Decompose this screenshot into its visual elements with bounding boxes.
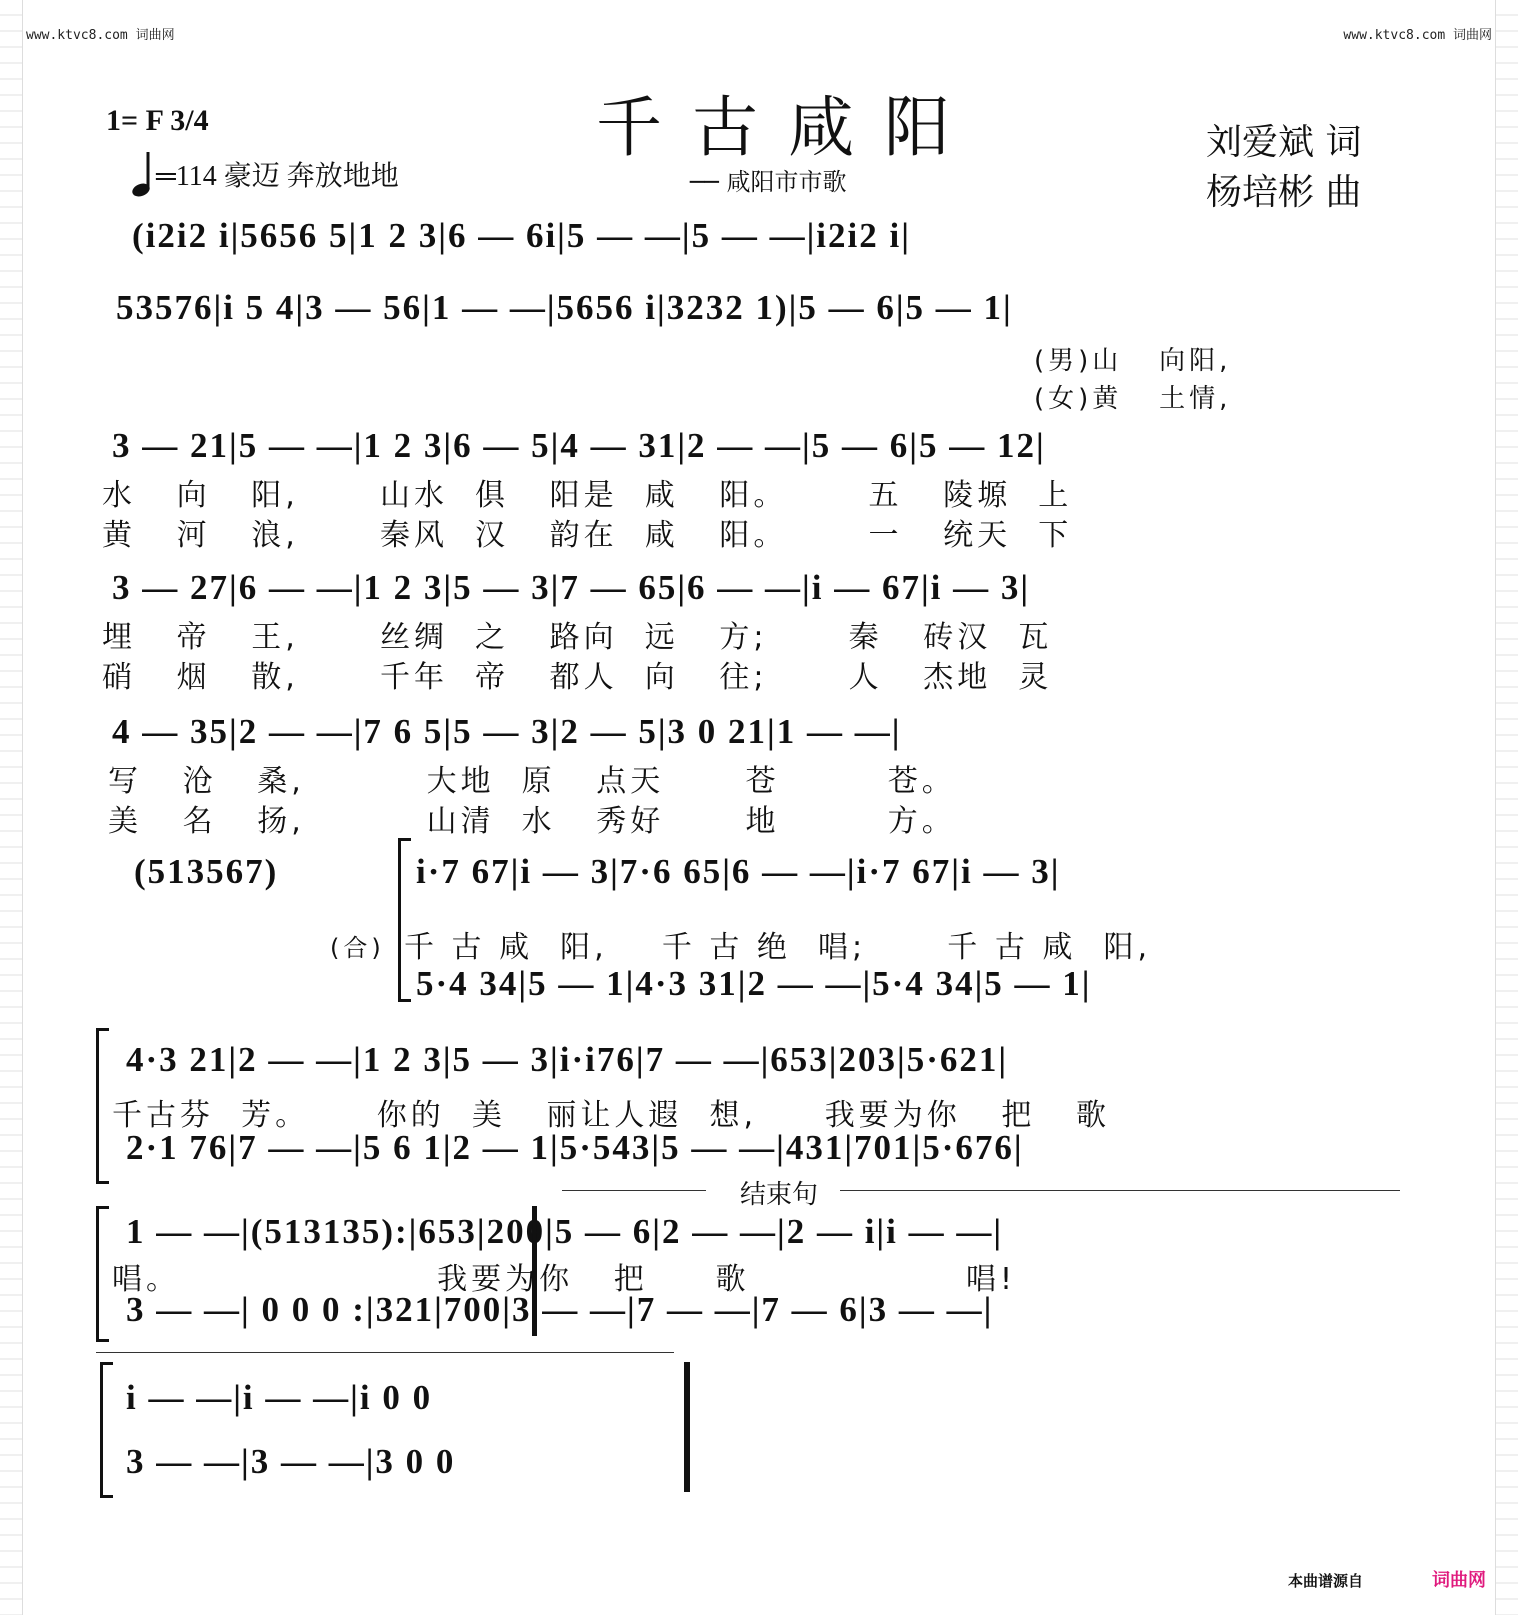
key-signature: 1= F 3/4 [106, 104, 209, 137]
part-label-chorus: (合) [330, 934, 385, 962]
lyric-line-8: 唱。 我要为你 把 歌 唱! [112, 1262, 1017, 1297]
final-barline [684, 1362, 690, 1492]
site-url-left: www.ktvc8.com 词曲网 [26, 28, 175, 43]
tempo-text: ═114 豪迈 奔放地地 [156, 161, 399, 192]
lyric-line-3a: 水 向 阳, 山水 俱 阳是 咸 阳。 五 陵塬 上 [102, 478, 1073, 513]
footer-source-text: 本曲谱源自 [1288, 1572, 1364, 1590]
score-line-6-lower: 5·4 34|5 — 1|4·3 31|2 — —|5·4 34|5 — 1| [416, 964, 1092, 1003]
tempo-marking [130, 150, 399, 198]
score-line-2: 53576|i 5 4|3 — 56|1 — —|5656 i|3232 1)|5 — 6|5 — 1| [116, 288, 1013, 327]
lyric-line-6: 千 古 咸 阳, 千 古 绝 唱; 千 古 咸 阳, [404, 930, 1151, 965]
score-line-6-intro: (513567) [134, 852, 279, 891]
quarter-note-icon [130, 150, 152, 198]
score-line-3: 3 — 21|5 — —|1 2 3|6 — 5|4 — 31|2 — —|5 — 6|5 — 12| [112, 426, 1046, 465]
composer-credit: 杨培彬 曲 [1206, 172, 1362, 213]
lyric-line-2a: (男)山 向阳, [1034, 346, 1232, 376]
lyric-line-3b: 黄 河 浪, 秦风 汉 韵在 咸 阳。 一 统天 下 [102, 518, 1073, 553]
score-line-9-upper: i — —|i — —|i 0 0 [126, 1378, 433, 1417]
lyric-line-5a: 写 沧 桑, 大地 原 点天 苍 苍。 [108, 764, 956, 799]
score-line-4: 3 — 27|6 — —|1 2 3|5 — 3|7 — 65|6 — —|i — 67|i — 3| [112, 568, 1031, 607]
lyric-line-7: 千古芬 芳。 你的 美 丽让人遐 想, 我要为你 把 歌 [112, 1098, 1110, 1133]
score-line-8-lower: 3 — —| 0 0 0 :|321|700|3 — —|7 — —|7 — 6|3 — —| [126, 1290, 994, 1329]
lyricist-credit: 刘爱斌 词 [1206, 122, 1362, 163]
ending-rule-left [562, 1190, 706, 1191]
score-line-6-upper: i·7 67|i — 3|7·6 65|6 — —|i·7 67|i — 3| [416, 852, 1061, 891]
lyric-line-5b: 美 名 扬, 山清 水 秀好 地 方。 [108, 804, 956, 839]
lyric-line-4a: 埋 帝 王, 丝绸 之 路向 远 方; 秦 砖汉 瓦 [102, 620, 1053, 655]
score-line-7-upper: 4·3 21|2 — —|1 2 3|5 — 3|i·i76|7 — —|653|203|5·621| [126, 1040, 1009, 1079]
lyric-line-2b: (女)黄 土情, [1034, 384, 1232, 414]
song-subtitle: ── 咸阳市市歌 [690, 168, 847, 196]
coda-rule [96, 1352, 674, 1353]
score-line-8-upper: 1 — —|(513135):|653|200|5 — 6|2 — —|2 — i|i — —| [126, 1212, 1004, 1251]
site-url-right: www.ktvc8.com 词曲网 [1343, 28, 1492, 43]
song-title: 千古咸阳 [596, 89, 980, 166]
score-line-7-lower: 2·1 76|7 — —|5 6 1|2 — 1|5·543|5 — —|431|701|5·676| [126, 1128, 1024, 1167]
footer-brand-logo[interactable]: 词曲网 [1432, 1570, 1486, 1591]
lyric-line-4b: 硝 烟 散, 千年 帝 都人 向 往; 人 杰地 灵 [102, 660, 1053, 695]
ending-label: 结束句 [740, 1180, 819, 1210]
ending-rule-right [840, 1190, 1400, 1191]
score-line-5: 4 — 35|2 — —|7 6 5|5 — 3|2 — 5|3 0 21|1 — —| [112, 712, 902, 751]
score-line-1: (i2i2 i|5656 5|1 2 3|6 — 6i|5 — —|5 — —|i2i2 i| [132, 216, 911, 255]
score-line-9-lower: 3 — —|3 — —|3 0 0 [126, 1442, 456, 1481]
